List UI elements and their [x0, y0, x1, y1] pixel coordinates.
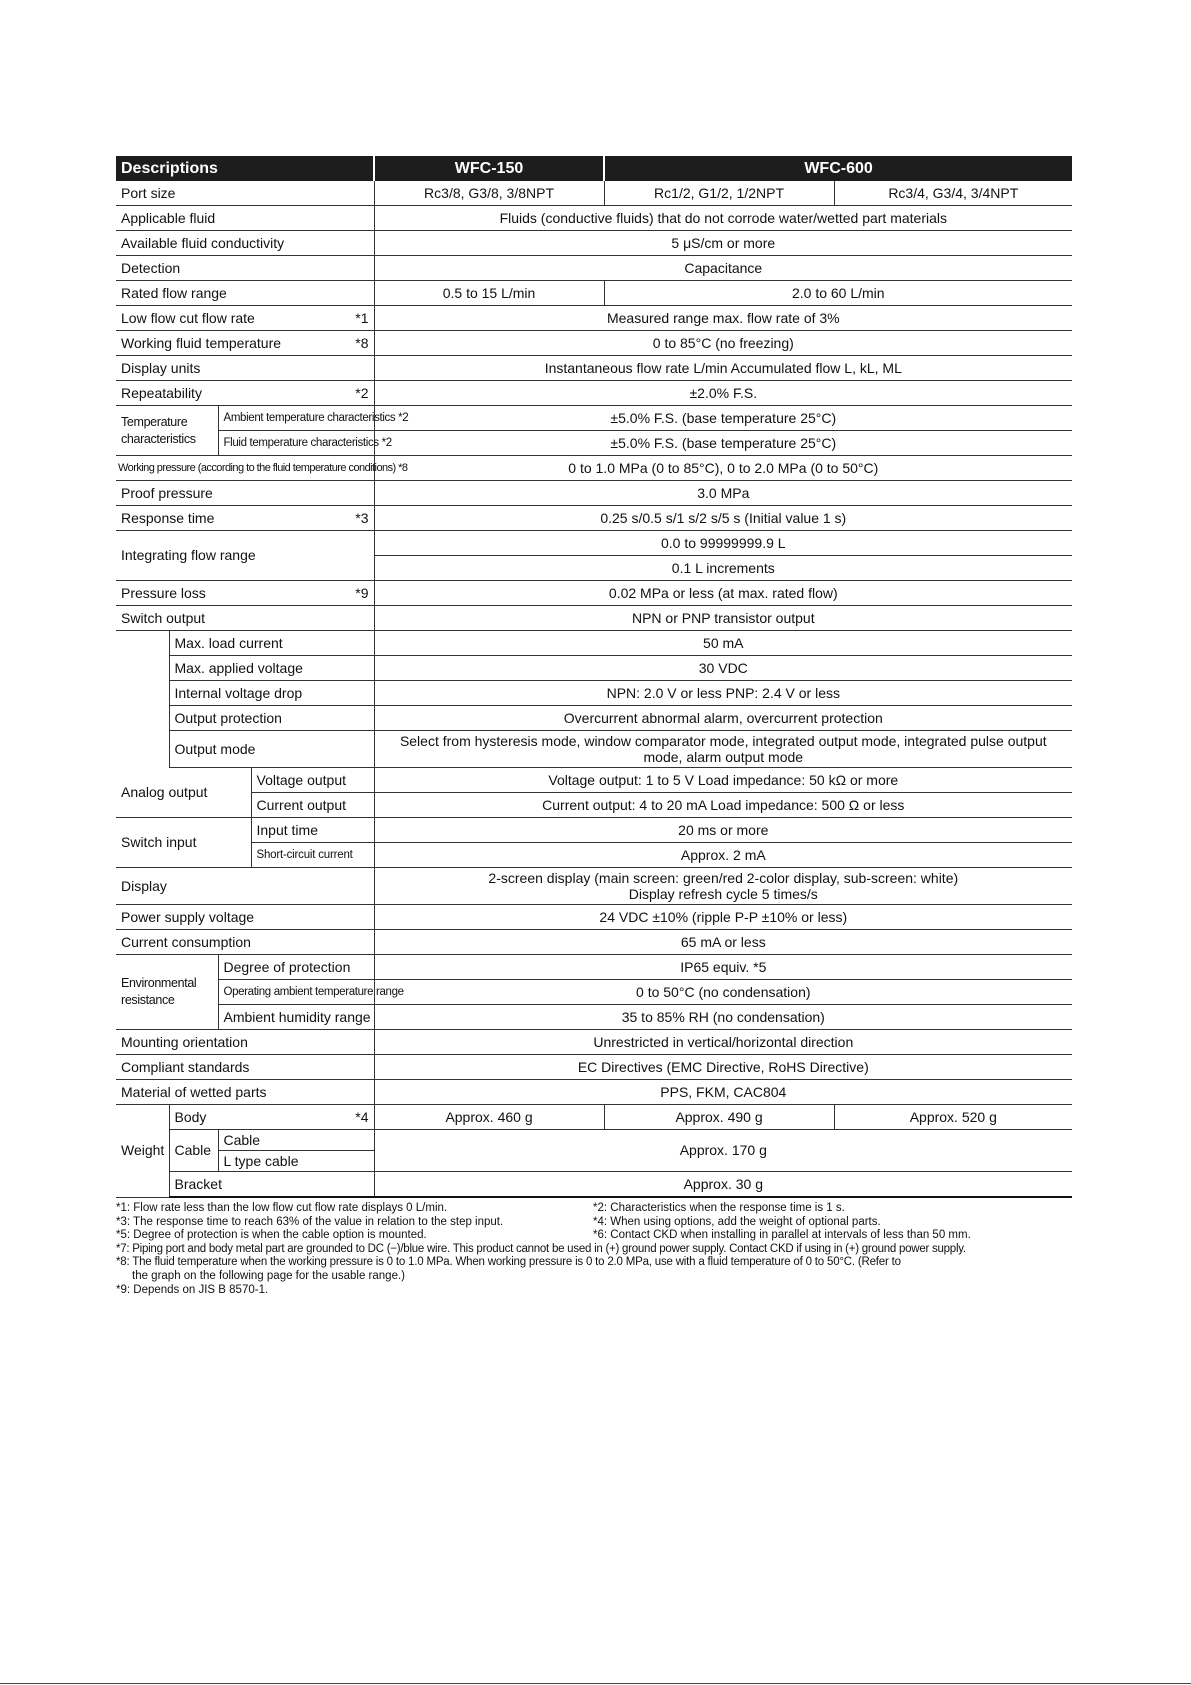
row-label: Applicable fluid	[116, 206, 374, 231]
header-model-wfc-150: WFC-150	[374, 156, 604, 181]
sub-label: Output mode	[169, 731, 374, 768]
row-label: Proof pressure	[116, 481, 374, 506]
table-row	[116, 1055, 1072, 1080]
sub-label: Voltage output	[251, 768, 374, 793]
sub-label: Ambient humidity range	[218, 1005, 374, 1030]
table-row	[116, 980, 1072, 1005]
row-label: Available fluid conductivity	[116, 231, 374, 256]
sub-sub-label: Cable	[218, 1130, 374, 1151]
table-row	[116, 1030, 1072, 1055]
table-row	[116, 356, 1072, 381]
cell-value: 50 mA	[374, 631, 1072, 656]
sub-label: Input time	[251, 818, 374, 843]
row-group-label: Analog output	[116, 768, 251, 818]
row-label: Display units	[116, 356, 374, 381]
sub-label: Bracket	[169, 1172, 374, 1198]
table-row	[116, 955, 1072, 980]
sub-label: Output protection	[169, 706, 374, 731]
table-row	[116, 231, 1072, 256]
row-label: Rated flow range	[116, 281, 374, 306]
sub-label: Ambient temperature characteristics *2	[218, 406, 374, 431]
cell-value: Rc3/4, G3/4, 3/4NPT	[834, 181, 1072, 206]
cell-value: EC Directives (EMC Directive, RoHS Directive)	[374, 1055, 1072, 1080]
sub-label: Short-circuit current	[251, 843, 374, 868]
table-row	[116, 1105, 1072, 1130]
row-label	[116, 581, 374, 606]
row-label-text: Low flow cut flow rate	[121, 309, 255, 326]
spec-sheet	[116, 156, 1072, 1297]
table-row	[116, 1172, 1072, 1198]
cell-value: Measured range max. flow rate of 3%	[374, 306, 1072, 331]
cell-value: Overcurrent abnormal alarm, overcurrent protection	[374, 706, 1072, 731]
cell-value: Approx. 170 g	[374, 1130, 1072, 1172]
table-row	[116, 793, 1072, 818]
cell-value: Rc3/8, G3/8, 3/8NPT	[374, 181, 604, 206]
cell-value: ±2.0% F.S.	[374, 381, 1072, 406]
row-label: Integrating flow range	[116, 531, 374, 581]
table-row	[116, 406, 1072, 431]
cell-value: Approx. 490 g	[604, 1105, 834, 1130]
row-label: Switch output	[116, 606, 374, 631]
cell-value: 20 ms or more	[374, 818, 1072, 843]
footnote: *2: Characteristics when the response time is 1 s.	[593, 1202, 845, 1214]
table-row	[116, 681, 1072, 706]
table-row	[116, 631, 1072, 656]
row-label-text: Repeatability	[121, 384, 202, 401]
header-descriptions: Descriptions	[116, 156, 374, 181]
table-row	[116, 381, 1072, 406]
footnote-ref: *4	[355, 1108, 369, 1125]
sub-sub-label: L type cable	[218, 1151, 374, 1172]
footnote-ref: *8	[355, 334, 369, 351]
table-header	[116, 156, 1072, 181]
table-row	[116, 506, 1072, 531]
sub-label: Current output	[251, 793, 374, 818]
group-label-line: Temperature	[121, 414, 188, 429]
row-label	[116, 506, 374, 531]
sub-label	[169, 1105, 374, 1130]
cell-value	[374, 868, 1072, 905]
footnote: *4: When using options, add the weight of optional parts.	[593, 1215, 881, 1228]
cell-value: 2.0 to 60 L/min	[604, 281, 1072, 306]
group-label-line: resistance	[121, 993, 175, 1007]
display-line: 2-screen display (main screen: green/red 2-color display, sub-screen: white)	[488, 870, 959, 886]
cell-value: 0.5 to 15 L/min	[374, 281, 604, 306]
cell-value: 65 mA or less	[374, 930, 1072, 955]
row-group-label: Weight	[116, 1105, 169, 1198]
cell-value: Approx. 520 g	[834, 1105, 1072, 1130]
row-label: Working pressure (according to the fluid temperature conditions) *8	[116, 456, 374, 481]
footnote: *6: Contact CKD when installing in parallel at intervals of less than 50 mm.	[593, 1229, 971, 1242]
table-row	[116, 456, 1072, 481]
table-row	[116, 930, 1072, 955]
footnote: the graph on the following page for the usable range.)	[132, 1269, 405, 1282]
header-model-wfc-600: WFC-600	[604, 156, 1072, 181]
cell-value: Current output: 4 to 20 mA Load impedance: 500 Ω or less	[374, 793, 1072, 818]
sub-label: Max. applied voltage	[169, 656, 374, 681]
table-row	[116, 581, 1072, 606]
row-label: Power supply voltage	[116, 905, 374, 930]
cell-value: Fluids (conductive fluids) that do not corrode water/wetted part materials	[374, 206, 1072, 231]
sub-label: Internal voltage drop	[169, 681, 374, 706]
row-label-text: Response time	[121, 509, 215, 526]
indent-spacer	[116, 631, 169, 768]
cell-value: Approx. 460 g	[374, 1105, 604, 1130]
cell-value: Approx. 2 mA	[374, 843, 1072, 868]
footnote: *9: Depends on JIS B 8570-1.	[116, 1283, 269, 1296]
sub-label-text: Body	[174, 1108, 207, 1125]
row-group-label: Switch input	[116, 818, 251, 868]
cell-value: Voltage output: 1 to 5 V Load impedance: 50 kΩ or more	[374, 768, 1072, 793]
cell-value: 0 to 85°C (no freezing)	[374, 331, 1072, 356]
cell-value: ±5.0% F.S. (base temperature 25°C)	[374, 431, 1072, 456]
cell-value: NPN or PNP transistor output	[374, 606, 1072, 631]
table-row	[116, 656, 1072, 681]
cell-value: 0.1 L increments	[374, 556, 1072, 581]
cell-value: Approx. 30 g	[374, 1172, 1072, 1198]
footnote-ref: *3	[355, 509, 369, 526]
row-label	[116, 306, 374, 331]
specifications-table	[116, 156, 1072, 1198]
group-label-line: Environmental	[121, 976, 197, 990]
row-label	[116, 381, 374, 406]
cell-value: 5 μS/cm or more	[374, 231, 1072, 256]
cell-value: PPS, FKM, CAC804	[374, 1080, 1072, 1105]
footnote-ref: *1	[355, 309, 369, 326]
table-row	[116, 256, 1072, 281]
cell-value: 0 to 1.0 MPa (0 to 85°C), 0 to 2.0 MPa (0 to 50°C)	[374, 456, 1072, 481]
cell-value: 0 to 50°C (no condensation)	[374, 980, 1072, 1005]
table-row	[116, 531, 1072, 556]
row-label: Mounting orientation	[116, 1030, 374, 1055]
table-row	[116, 481, 1072, 506]
row-group-label	[116, 406, 218, 456]
sub-label: Cable	[169, 1130, 218, 1172]
row-label: Material of wetted parts	[116, 1080, 374, 1105]
table-row	[116, 868, 1072, 905]
table-row	[116, 768, 1072, 793]
table-row	[116, 181, 1072, 206]
cell-value: 0.25 s/0.5 s/1 s/2 s/5 s (Initial value 1 s)	[374, 506, 1072, 531]
table-row	[116, 431, 1072, 456]
cell-value: 35 to 85% RH (no condensation)	[374, 1005, 1072, 1030]
cell-value: Capacitance	[374, 256, 1072, 281]
table-row	[116, 818, 1072, 843]
cell-value: Unrestricted in vertical/horizontal direction	[374, 1030, 1072, 1055]
cell-value: Instantaneous flow rate L/min Accumulated flow L, kL, ML	[374, 356, 1072, 381]
display-line: Display refresh cycle 5 times/s	[628, 886, 818, 902]
cell-value: 30 VDC	[374, 656, 1072, 681]
row-label	[116, 331, 374, 356]
row-label: Port size	[116, 181, 374, 206]
footnote-ref: *9	[355, 584, 369, 601]
footnote-row	[116, 1229, 1072, 1243]
cell-value: IP65 equiv. *5	[374, 955, 1072, 980]
footnote-ref: *2	[355, 384, 369, 401]
table-row	[116, 1005, 1072, 1030]
row-label: Display	[116, 868, 374, 905]
group-label-line: characteristics	[121, 431, 196, 446]
page-bottom-rule	[0, 1683, 1191, 1684]
table-row	[116, 1080, 1072, 1105]
sub-label: Fluid temperature characteristics *2	[218, 431, 374, 456]
row-label-text: Pressure loss	[121, 584, 206, 601]
footnote: *7: Piping port and body metal part are grounded to DC (−)/blue wire. This product cannot be used in (+) ground power supply. Contact CKD if using in (+) ground power supply.	[116, 1242, 966, 1255]
cell-value: ±5.0% F.S. (base temperature 25°C)	[374, 406, 1072, 431]
cell-value: Rc1/2, G1/2, 1/2NPT	[604, 181, 834, 206]
row-group-label	[116, 955, 218, 1030]
footnotes	[116, 1202, 1072, 1297]
table-row	[116, 281, 1072, 306]
row-label: Current consumption	[116, 930, 374, 955]
table-row	[116, 843, 1072, 868]
table-row	[116, 606, 1072, 631]
footnote-row	[116, 1202, 1072, 1216]
footnote: *5: Degree of protection is when the cable option is mounted.	[116, 1229, 427, 1242]
footnote: *8: The fluid temperature when the working pressure is 0 to 1.0 MPa. When working pressure is 0 to 2.0 MPa, use with a fluid temperature of 0 to 50°C. (Refer to	[116, 1256, 901, 1269]
cell-value: 3.0 MPa	[374, 481, 1072, 506]
cell-value: NPN: 2.0 V or less PNP: 2.4 V or less	[374, 681, 1072, 706]
table-row	[116, 731, 1072, 768]
sub-label: Degree of protection	[218, 955, 374, 980]
footnote: *3: The response time to reach 63% of the value in relation to the step input.	[116, 1215, 504, 1228]
cell-value: 24 VDC ±10% (ripple P-P ±10% or less)	[374, 905, 1072, 930]
table-row	[116, 331, 1072, 356]
table-row	[116, 306, 1072, 331]
footnote: *1: Flow rate less than the low flow cut flow rate displays 0 L/min.	[116, 1202, 448, 1214]
row-label-text: Working fluid temperature	[121, 334, 282, 351]
cell-value: Select from hysteresis mode, window comparator mode, integrated output mode, integrated pulse output mode, alarm output mode	[374, 731, 1072, 768]
sub-label: Operating ambient temperature range	[218, 980, 374, 1005]
cell-value: 0.0 to 99999999.9 L	[374, 531, 1072, 556]
table-row	[116, 905, 1072, 930]
row-label: Compliant standards	[116, 1055, 374, 1080]
sub-label: Max. load current	[169, 631, 374, 656]
table-row	[116, 1130, 1072, 1151]
cell-value: 0.02 MPa or less (at max. rated flow)	[374, 581, 1072, 606]
row-label: Detection	[116, 256, 374, 281]
table-row	[116, 706, 1072, 731]
footnote-row	[116, 1216, 1072, 1230]
table-row	[116, 206, 1072, 231]
